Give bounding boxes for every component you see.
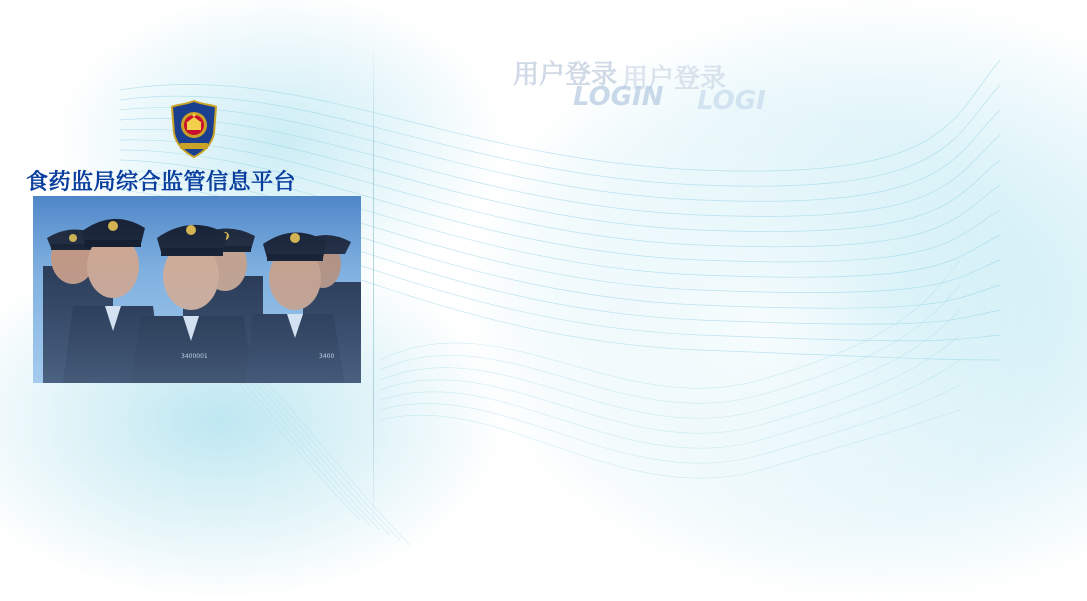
vertical-divider (373, 40, 374, 530)
national-emblem-icon (170, 99, 218, 159)
login-title-en: LOGIN (573, 82, 664, 112)
page-title: 食药监局综合监管信息平台 (26, 170, 297, 195)
login-title-cn: 用户登录 (513, 60, 618, 90)
login-title-en-echo: LOGI (697, 86, 766, 116)
login-title-cn-echo: 用户登录 (622, 64, 727, 94)
officers-photo (33, 196, 361, 383)
